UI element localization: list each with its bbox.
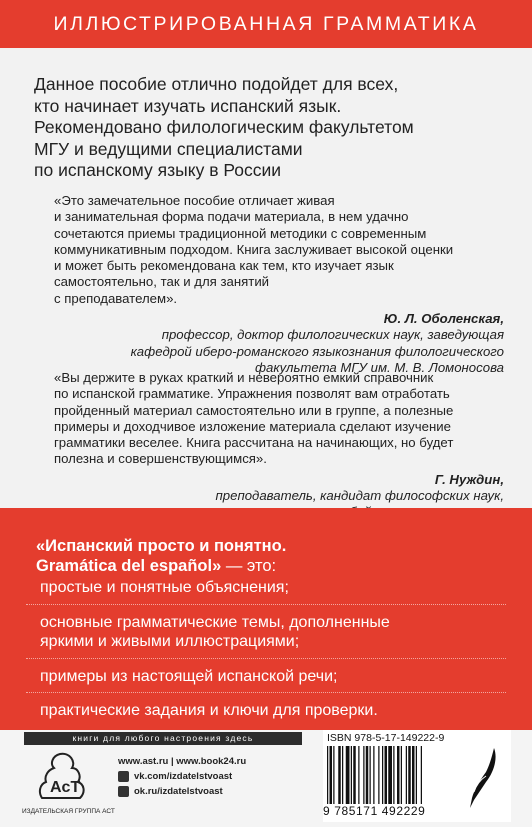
imprint-area <box>0 730 532 827</box>
intro-line: по испанскому языку в России <box>34 160 282 180</box>
credential-line: факультета МГУ им. М. В. Ломоносова <box>255 359 504 375</box>
svg-text:AcT: AcT <box>50 779 81 796</box>
credential-line: кафедрой иберо-романского языкознания филологического <box>130 343 504 359</box>
author-credentials <box>54 327 504 376</box>
quote-line: полезна и совершенствующимся». <box>54 451 267 467</box>
slogan-bar: книги для любого настроения здесь <box>24 732 302 745</box>
quote-line: пройденный материал самостоятельно или в группе, а полезные <box>54 402 454 418</box>
quote-line: самостоятельно, так и для занятий <box>54 274 270 290</box>
features-list <box>36 578 506 736</box>
list-item <box>36 667 506 687</box>
quote-line: грамматики веселее. Книга рассчитана на начинающих, но будет <box>54 435 454 451</box>
ok-link[interactable] <box>118 784 246 799</box>
credential-line: преподаватель, кандидат философских наук, <box>215 488 504 504</box>
list-item <box>36 578 506 598</box>
review-quote-2 <box>54 370 504 521</box>
quote-line: «Вы держите в руках краткий и невероятно емкий справочник <box>54 370 434 385</box>
ean-digits: 9 785171 492229 <box>323 804 426 818</box>
feature-text: практические задания и ключи для проверки. <box>40 702 378 719</box>
quote-line: и может быть рекомендована как тем, кто изучает язык <box>54 258 394 274</box>
list-item <box>36 613 506 652</box>
quote-line: коммуникативным подходом. Книга заслуживает высокой оценки <box>54 241 454 257</box>
quote-line: примеры и доходчивое изложение материала сделают изучение <box>54 418 451 434</box>
publisher-name: ИЗДАТЕЛЬСКАЯ ГРУППА АСТ <box>22 808 115 815</box>
website-link[interactable] <box>118 754 246 769</box>
quote-line: по испанской грамматике. Упражнения позволят вам отработать <box>54 386 450 402</box>
ok-icon <box>118 786 129 797</box>
quote-line: и занимательная форма подачи материала, в нем удачно <box>54 209 409 225</box>
intro-line: МГУ и ведущими специалистами <box>34 138 303 159</box>
quote-line: «Это замечательное пособие отличает живая <box>54 193 335 208</box>
isbn-number: ISBN 978-5-17-149222-9 <box>327 732 445 744</box>
headline-line-2: Gramática del español» <box>36 557 222 575</box>
feature-text: основные грамматические темы, дополненные <box>40 613 390 631</box>
credential-line: профессор, доктор филологических наук, заведующая <box>161 327 504 343</box>
intro-line: Рекомендовано филологическим факультетом <box>34 117 414 137</box>
quill-logo-icon <box>464 746 502 810</box>
barcode-icon <box>327 746 452 804</box>
vk-text: vk.com/izdatelstvoast <box>134 771 233 782</box>
series-banner <box>0 0 532 48</box>
features-headline <box>36 536 286 576</box>
features-panel <box>0 508 532 730</box>
intro-paragraph <box>34 74 514 182</box>
intro-line: Данное пособие отлично подойдет для всех, <box>34 74 399 94</box>
vk-icon <box>118 771 129 782</box>
barcode-block <box>323 730 511 822</box>
quote-author: Г. Нуждин, <box>434 471 504 487</box>
feature-text: простые и понятные объяснения; <box>40 579 289 596</box>
review-quote-1 <box>54 193 504 376</box>
headline-line-1: «Испанский просто и понятно. <box>36 537 287 555</box>
feature-text: примеры из настоящей испанской речи; <box>40 667 338 685</box>
feature-text: яркими и живыми иллюстрациями; <box>40 633 300 650</box>
vk-link[interactable] <box>118 769 246 784</box>
publisher-links <box>118 754 246 799</box>
ast-logo-icon <box>30 752 96 806</box>
ok-text: ok.ru/izdatelstvoast <box>134 786 223 797</box>
quote-author: Ю. Л. Оболенская, <box>383 311 504 327</box>
series-title: ИЛЛЮСТРИРОВАННАЯ ГРАММАТИКА <box>53 12 479 35</box>
website-text: www.ast.ru | www.book24.ru <box>118 756 247 767</box>
intro-line: кто начинает изучать испанский язык. <box>34 95 342 116</box>
list-item <box>36 701 506 721</box>
headline-tail: — это: <box>221 557 277 575</box>
quote-line: с преподавателем». <box>54 290 178 306</box>
quote-line: сочетаются приемы традиционной методики с современным <box>54 225 427 241</box>
